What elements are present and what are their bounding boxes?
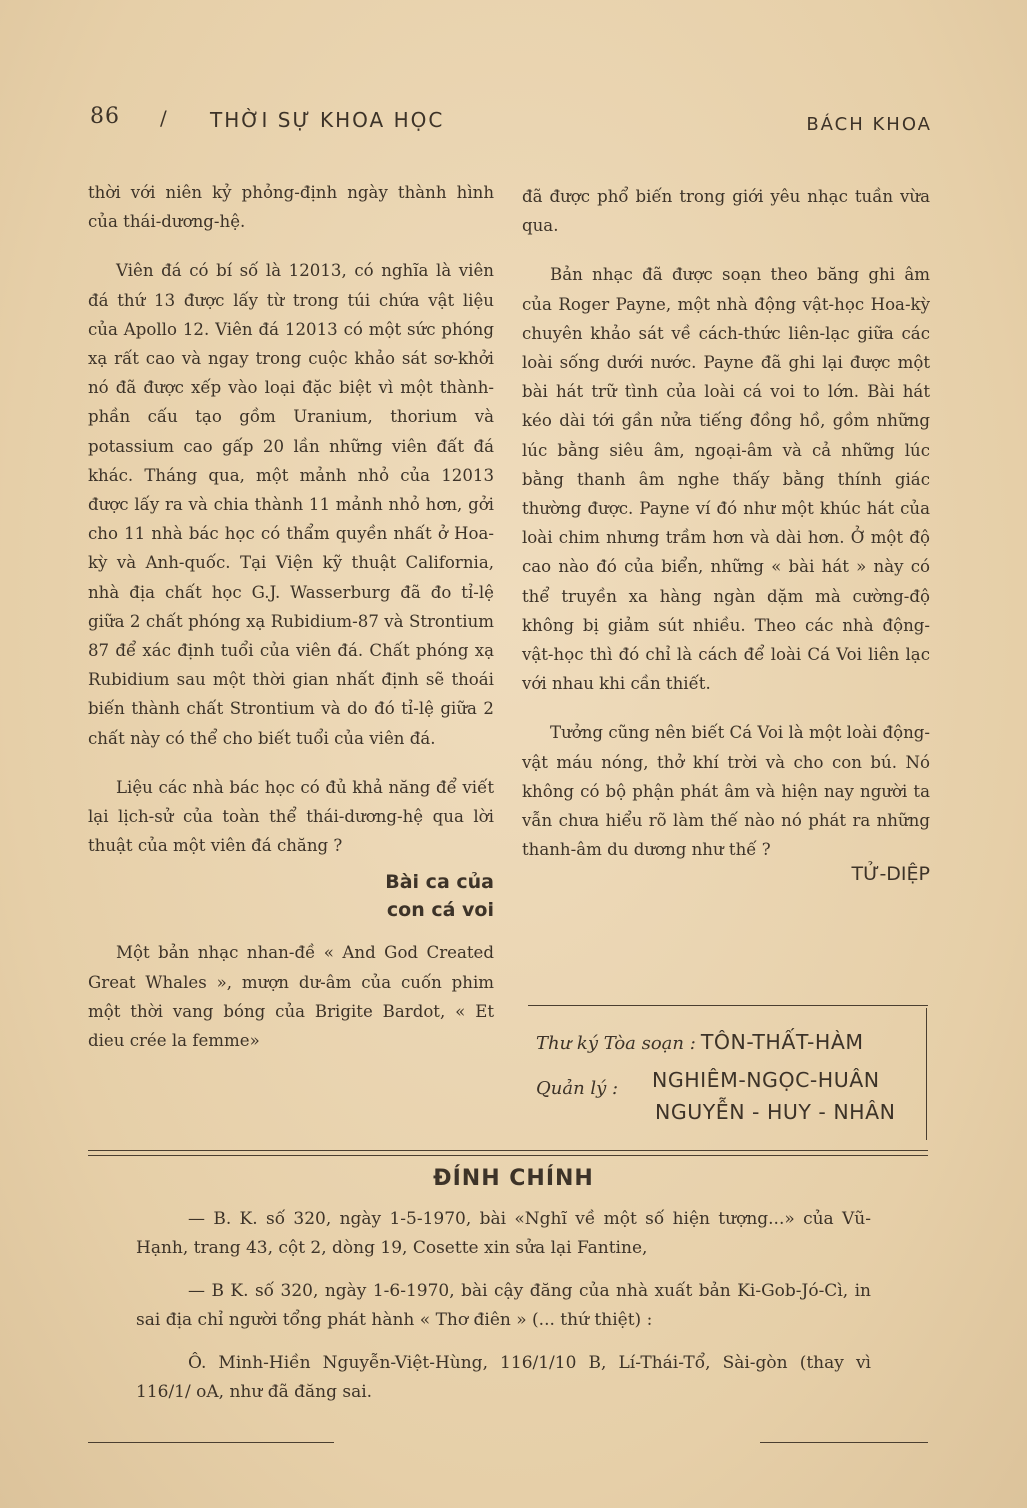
divider [88, 1150, 928, 1151]
page-header [90, 104, 932, 144]
secretary-row [536, 1030, 864, 1054]
paragraph: thời với niên kỷ phỏng-định ngày thành hình của thái-dương-hệ. [88, 183, 494, 232]
page-number: 86 [90, 104, 120, 129]
left-column [88, 178, 494, 1055]
secretary-label: Thư ký Tòa soạn : [536, 1033, 696, 1054]
paragraph: Liệu các nhà bác học có đủ khả năng để viết lại lịch-sử của toàn thể thái-dương-hệ qua lời thuật của một viên đá chăng ? [88, 777, 494, 856]
manager-label: Quản lý : [536, 1078, 619, 1099]
errata-item: — B. K. số 320, ngày 1-5-1970, bài «Nghĩ về một số hiện tượng...» của Vũ-Hạnh, trang 43, cột 2, dòng 19, Cosette xin sửa lại Fantine, [136, 1209, 871, 1258]
paragraph: Tưởng cũng nên biết Cá Voi là một loài động-vật máu nóng, thở khí trời và cho con bú. Nó không có bộ phận phát âm và hiện nay người ta vẫn chưa hiểu rõ làm thế nào nó phát ra những thanh-âm du dương như thế ? [522, 723, 930, 860]
paragraph: Viên đá có bí số là 12013, có nghĩa là viên đá thứ 13 được lấy từ trong túi chứa vật liệu của Apollo 12. Viên đá 12013 có một sức phóng xạ rất cao và ngay trong cuộc khảo sát sơ-khởi nó đã được xếp vào loại đặc biệt vì một thành-phần cấu tạo gồm Uranium, thorium và potassium cao gấp 20 lần những viên đất đá khác. Tháng qua, một mảnh nhỏ của 12013 được lấy ra và chia thành 11 mảnh nhỏ hơn, gởi cho 11 nhà bác học có thẩm quyền nhất ở Hoa-kỳ và Anh-quốc. Tại Viện kỹ thuật California, nhà địa chất học G.J. Wasserburg đã đo tỉ-lệ giữa 2 chất phóng xạ Rubidium-87 và Strontium 87 để xác định tuổi của viên đá. Chất phóng xạ Rubidium sau một thời gian nhất định sẽ thoái biến thành chất Strontium và do đó tỉ-lệ giữa 2 chất này có thể cho biết tuổi của viên đá. [88, 261, 494, 748]
staff-box [530, 1020, 930, 1142]
section-title: THỜI SỰ KHOA HỌC [210, 108, 445, 132]
manager-name: NGHIÊM-NGỌC-HUÂN [652, 1068, 880, 1092]
errata-item: Ô. Minh-Hiền Nguyễn-Việt-Hùng, 116/1/10 B, Lí-Thái-Tổ, Sài-gòn (thay vì 116/1/ oA, như đã đăng sai. [136, 1353, 871, 1402]
secretary-name: TÔN-THẤT-HÀM [700, 1030, 864, 1054]
errata-title: ĐÍNH CHÍNH [433, 1166, 594, 1191]
subtitle-line: con cá voi [386, 899, 494, 922]
header-separator: / [160, 106, 167, 130]
author-signature: TỬ-DIỆP [851, 863, 930, 886]
divider [88, 1442, 334, 1443]
errata-item: — B K. số 320, ngày 1-6-1970, bài cậy đăng của nhà xuất bản Ki-Gob-Jó-Cì, in sai địa chỉ người tổng phát hành « Thơ điên » (... thứ thiệt) : [136, 1281, 871, 1330]
paragraph: Bản nhạc đã được soạn theo băng ghi âm của Roger Payne, một nhà động vật-học Hoa-kỳ chuyên khảo sát về cách-thức liên-lạc giữa các loài sống dưới nước. Payne đã ghi lại được một bài hát trữ tình của loài cá voi to lớn. Bài hát kéo dài tới gần nửa tiếng đồng hồ, gồm những lúc bằng siêu âm, ngoại-âm và cả những lúc bằng thanh âm nghe thấy bằng thính giác thường được. Payne ví đó như một khúc hát của loài chim nhưng trầm hơn và dài hơn. Ở một độ cao nào đó của biển, những « bài hát » này có thể truyền xa hàng ngàn dặm mà cường-độ không bị giảm sút nhiều. Theo các nhà động-vật-học thì đó chỉ là cách để loài Cá Voi liên lạc với nhau khi cần thiết. [522, 265, 930, 694]
paragraph: Một bản nhạc nhan-đề « And God Created Great Whales », mượn dư-âm của cuốn phim một thời vang bóng của Brigite Bardot, « Et dieu crée la femme» [88, 943, 494, 1051]
divider [760, 1442, 928, 1443]
divider [528, 1005, 928, 1006]
right-column [522, 182, 930, 890]
subtitle-line: Bài ca của [385, 871, 494, 894]
magazine-name: BÁCH KHOA [806, 114, 932, 135]
errata-section [136, 1205, 871, 1407]
divider [88, 1155, 928, 1156]
manager-name: NGUYỄN - HUY - NHÂN [655, 1100, 896, 1124]
subtitle [88, 868, 494, 924]
paragraph: đã được phổ biến trong giới yêu nhạc tuần vừa qua. [522, 187, 930, 236]
